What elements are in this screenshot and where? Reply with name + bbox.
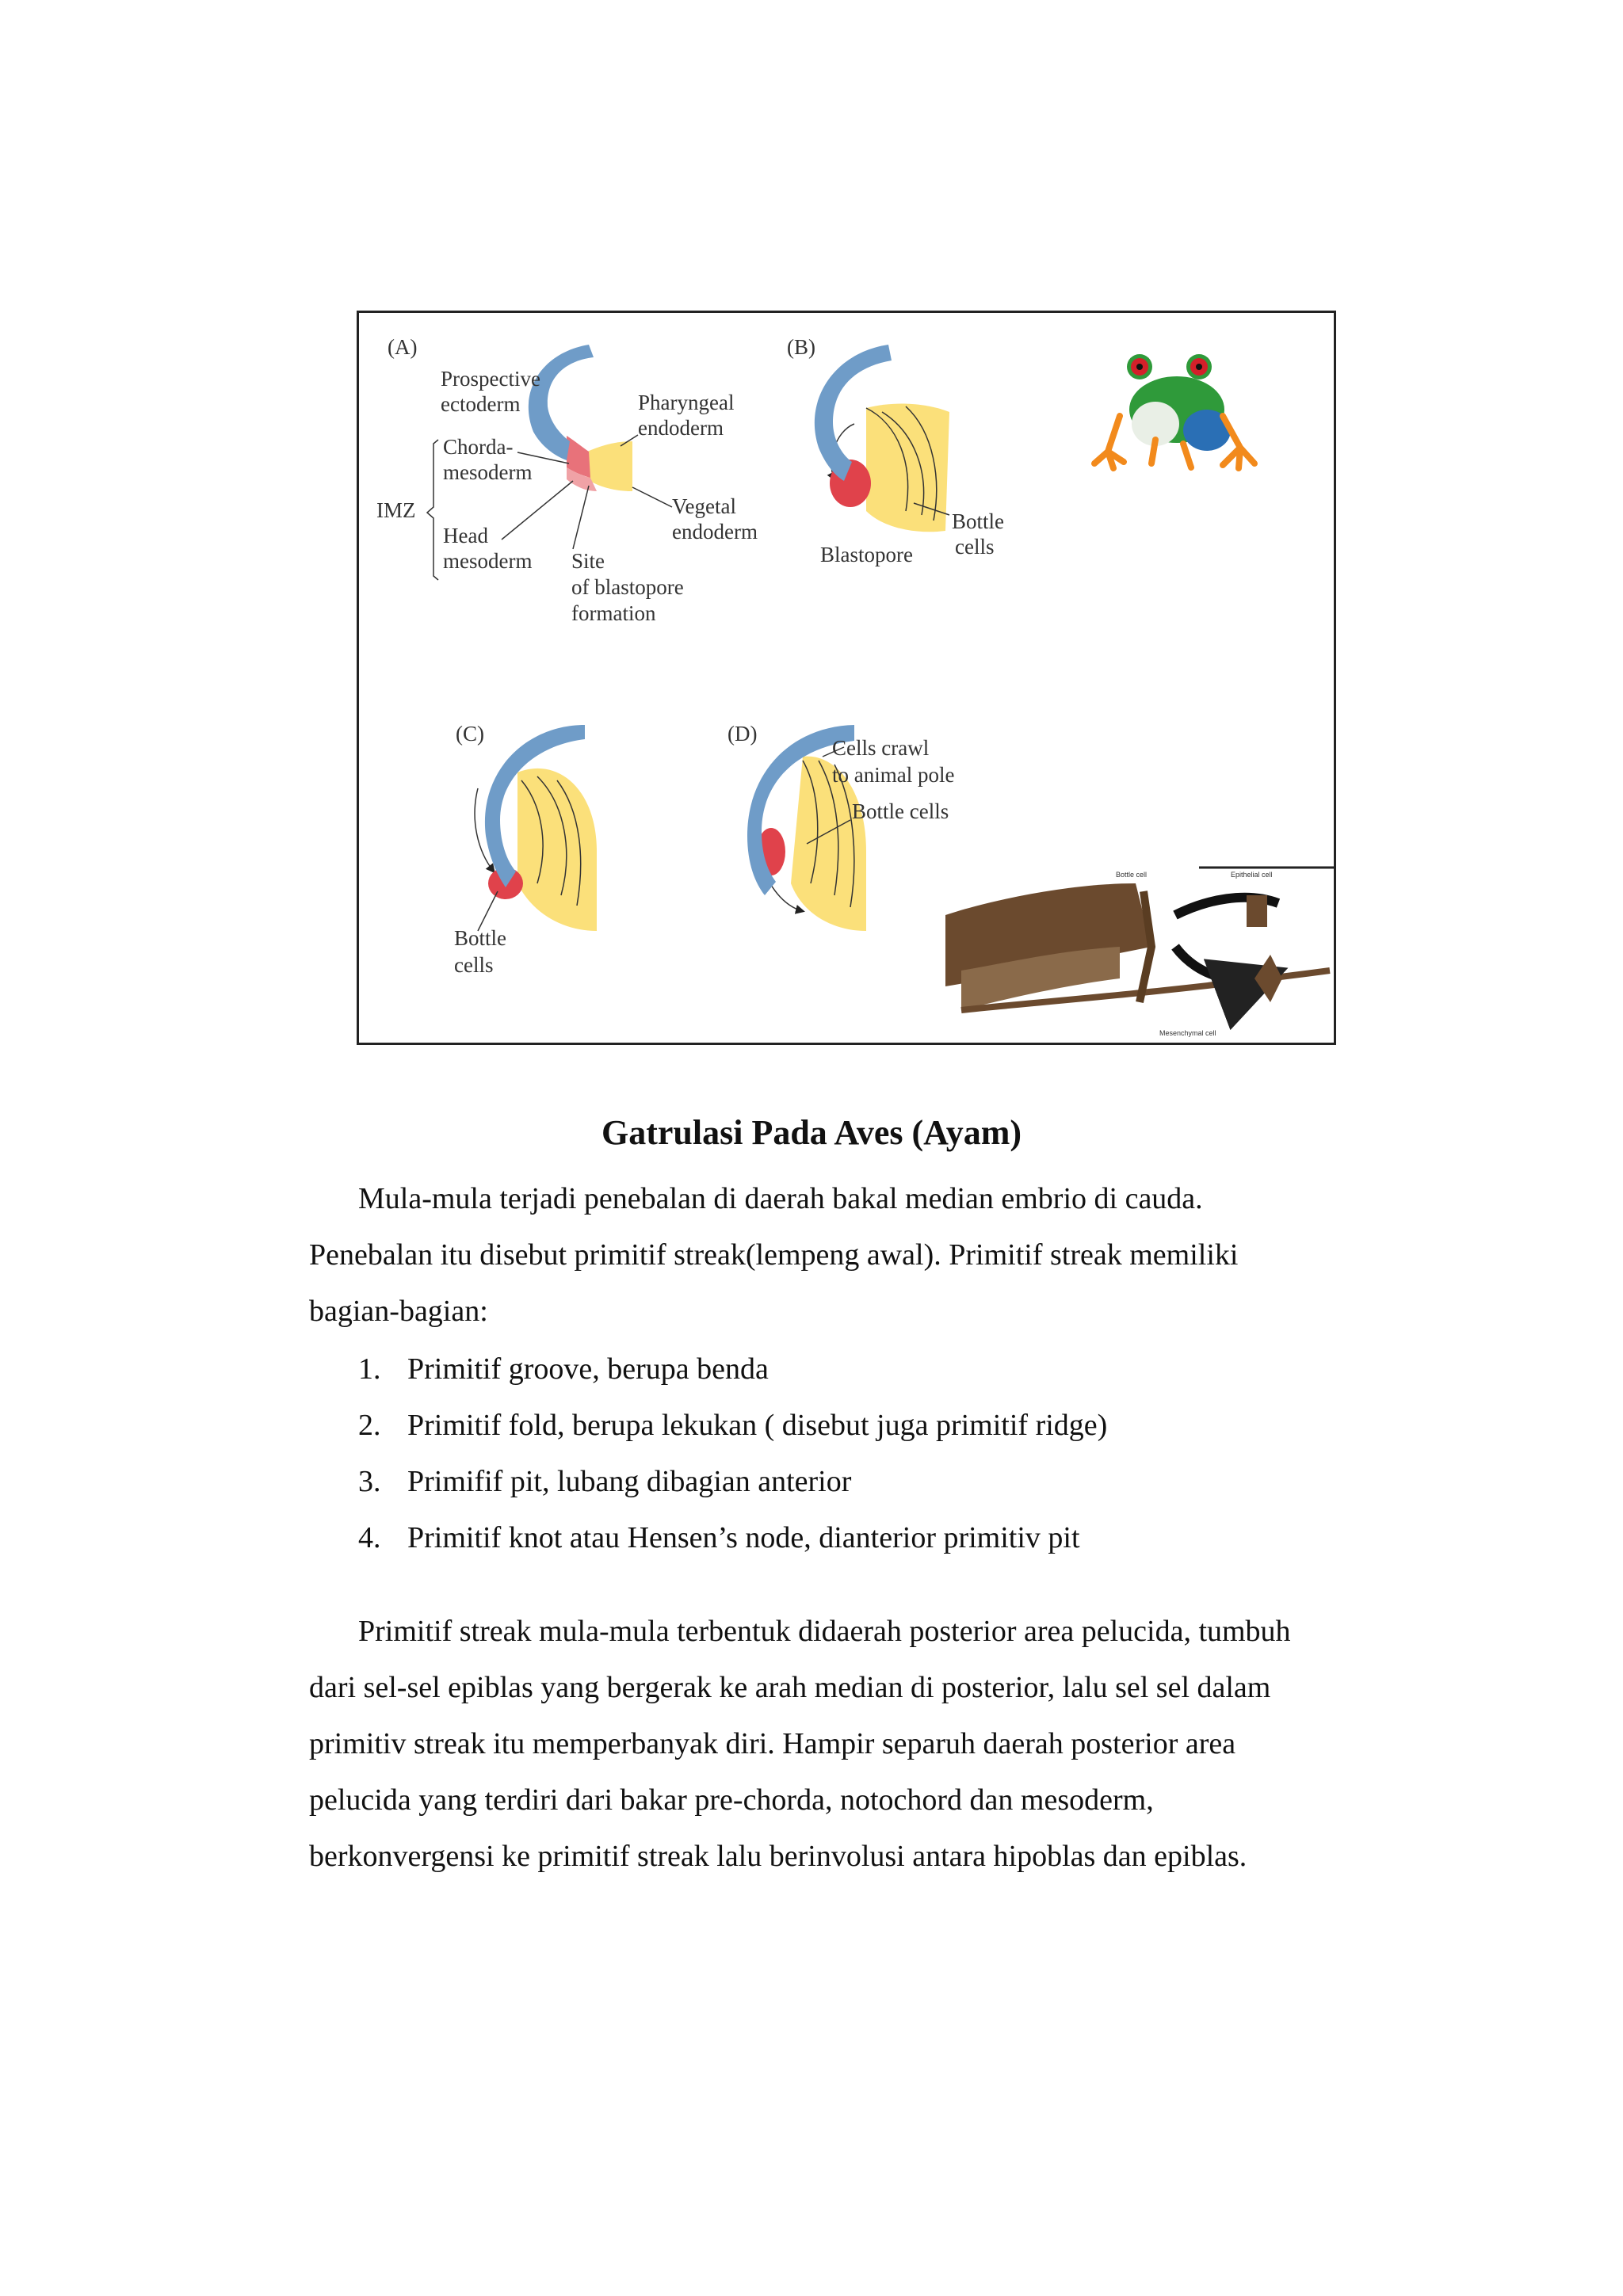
paragraph2-line-2: dari sel-sel epiblas yang bergerak ke arah median di posterior, lalu sel sel dalam [309, 1671, 1271, 1704]
svg-text:Prospective [441, 367, 540, 391]
c-bottle-label-2: cells [454, 953, 494, 977]
list-item: 3. Primifif pit, lubang dibagian anterior [358, 1465, 852, 1498]
panel-a [376, 335, 758, 625]
paragraph2-line-5: berkonvergensi ke primitif streak lalu berinvolusi antara hipoblas dan epiblas. [309, 1840, 1247, 1873]
svg-text:Chorda- [443, 435, 513, 459]
panel-d-letter: (D) [727, 722, 758, 746]
site-label-1: Site [571, 549, 605, 573]
section-title: Gatrulasi Pada Aves (Ayam) [601, 1113, 1022, 1152]
svg-text:mesoderm [443, 549, 532, 573]
intro-line-1: Mula-mula terjadi penebalan di daerah bakal median embrio di cauda. [358, 1182, 1203, 1215]
d-bottle-label: Bottle cells [852, 799, 949, 823]
panel-b [787, 335, 1004, 566]
svg-text:mesoderm [443, 460, 532, 484]
svg-text:Bottle [454, 926, 506, 950]
imz-label: IMZ [376, 498, 416, 522]
svg-text:Site [571, 549, 605, 573]
frog-image [1094, 354, 1254, 468]
chorda-label-1: Chorda- [443, 435, 514, 459]
c-bottle-label-1: Bottle [454, 926, 506, 950]
paragraph2-line-4: pelucida yang terdiri dari bakar pre-chorda, notochord dan mesoderm, [309, 1783, 1154, 1817]
svg-text:Bottle [952, 509, 1004, 533]
micro-epithelial-label: Epithelial cell [1231, 871, 1273, 879]
svg-text:Cells crawl [832, 736, 929, 760]
svg-text:formation [571, 601, 656, 625]
b-bottle-label-1: Bottle [952, 509, 1004, 533]
prospective-label-1: Prospective [441, 367, 540, 391]
paragraph2-line-1: Primitif streak mula-mula terbentuk didaerah posterior area pelucida, tumbuh [358, 1615, 1291, 1648]
chorda-label-2: mesoderm [443, 460, 533, 484]
cell-micrograph [945, 866, 1334, 1043]
panel-d [727, 722, 954, 931]
svg-text:endoderm [638, 416, 724, 440]
list-item: 2. Primitif fold, berupa lekukan ( disebut juga primitif ridge) [358, 1409, 1108, 1442]
head-label-2: mesoderm [443, 549, 533, 573]
svg-text:cells [955, 535, 994, 559]
panel-b-letter: (B) [787, 335, 815, 359]
paragraph2-line-3: primitiv streak itu memperbanyak diri. Hampir separuh daerah posterior area [309, 1727, 1236, 1760]
panel-c [454, 722, 597, 977]
svg-text:cells [454, 953, 493, 977]
b-bottle-label-2: cells [955, 535, 995, 559]
vegetal-label-2: endoderm [672, 520, 758, 543]
svg-text:Vegetal [672, 494, 736, 518]
prospective-label-2: ectoderm [441, 392, 521, 416]
svg-text:Pharyngeal [638, 391, 734, 414]
vegetal-endoderm-region [587, 441, 632, 491]
site-label-3: formation [571, 601, 656, 625]
site-label-2: of blastopore [571, 575, 684, 599]
panel-c-letter: (C) [456, 722, 484, 746]
head-label-1: Head [443, 524, 488, 547]
panel-a-letter: (A) [388, 335, 418, 359]
svg-text:ectoderm [441, 392, 520, 416]
intro-line-3: bagian-bagian: [309, 1295, 488, 1328]
list-item: 1. Primitif groove, berupa benda [358, 1352, 769, 1386]
panel-b-endoderm [866, 404, 949, 532]
blastopore-label: Blastopore [820, 543, 913, 566]
list-item: 4. Primitif knot atau Hensen’s node, dianterior primitiv pit [358, 1521, 1080, 1554]
intro-line-2: Penebalan itu disebut primitif streak(lempeng awal). Primitif streak memiliki [309, 1238, 1239, 1272]
svg-text:of blastopore [571, 575, 684, 599]
pharyngeal-label-1: Pharyngeal [638, 391, 735, 414]
micro-mesenchymal-label: Mesenchymal cell [1159, 1029, 1216, 1037]
svg-text:Head [443, 524, 488, 547]
svg-text:to animal pole [832, 763, 954, 787]
svg-text:endoderm [672, 520, 758, 543]
primitive-streak-parts-list [358, 1341, 1107, 1566]
gastrulation-figure [357, 311, 1336, 1045]
cells-crawl-label-2: to animal pole [832, 763, 955, 787]
pharyngeal-label-2: endoderm [638, 416, 724, 440]
micro-bottle-cell-label: Bottle cell [1116, 871, 1148, 879]
vegetal-label-1: Vegetal [672, 494, 736, 518]
prospective-ectoderm-arc [529, 345, 594, 460]
cells-crawl-label-1: Cells crawl [832, 736, 930, 760]
